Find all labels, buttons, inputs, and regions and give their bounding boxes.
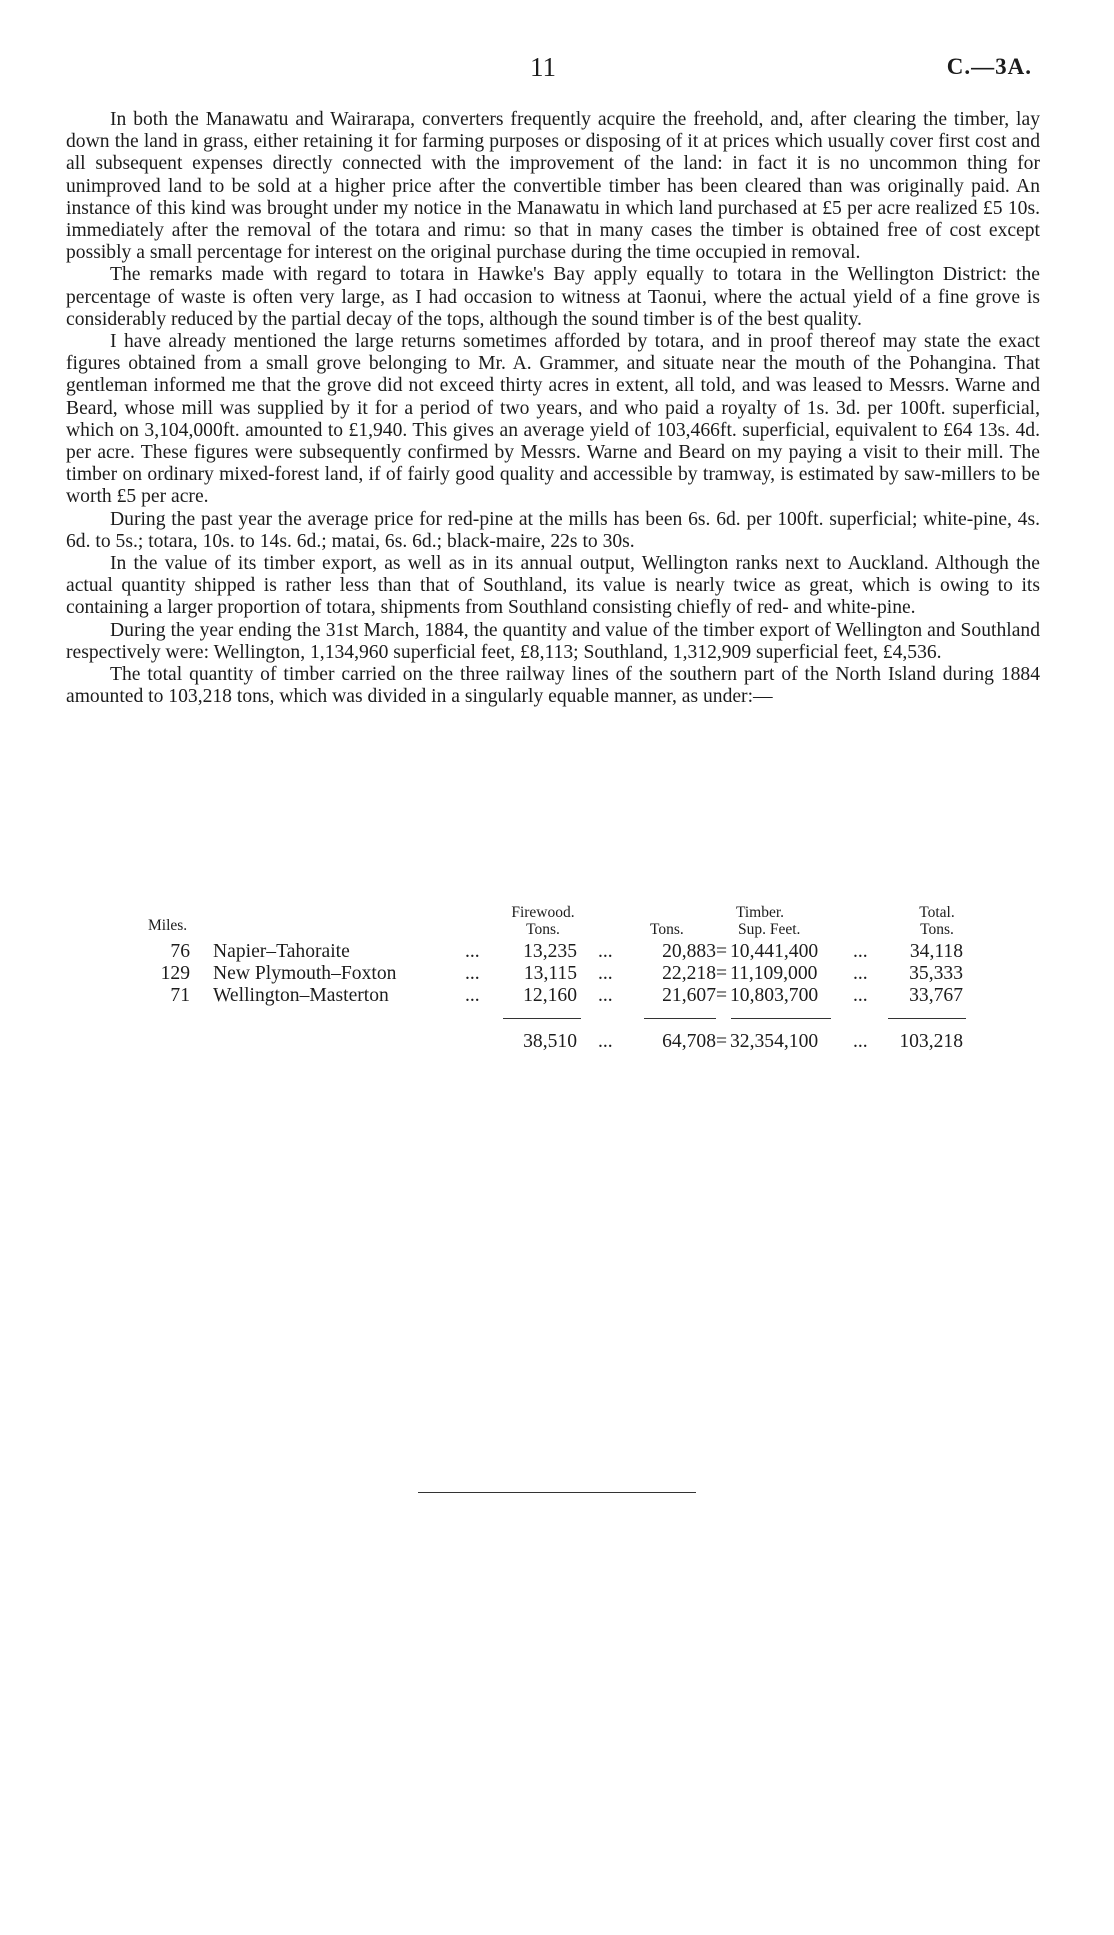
cell-timber-tons: 20,883 bbox=[662, 941, 716, 962]
cell-timber-feet: 10,441,400 bbox=[730, 941, 819, 962]
cell-firewood: 13,235 bbox=[523, 941, 577, 962]
paragraph: During the year ending the 31st March, 1884, the quantity and value of the timber export of Wellington and Southland respectively were: Wellington, 1,134,960 superficial feet, £8,113; Southland, 1,312,909 superficial feet, £4,536. bbox=[66, 619, 1040, 663]
paragraph: I have already mentioned the large returns sometimes afforded by totara, and in proof thereof may state the exact figures obtained from a small grove belonging to Mr. A. Grammer, and situate near the mouth of the Pohangina. That gentleman informed me that the grove did not exceed thirty acres in extent, all told, and was leased to Messrs. Warne and Beard, whose mill was supplied by it for a period of two years, and who paid a royalty of 1s. 3d. per 100ft. superficial, which on 3,104,000ft. amounted to £1,940. This gives an average yield of 103,466ft. superficial, equivalent to £64 13s. 4d. per acre. These figures were subsequently confirmed by Messrs. Warne and Beard on my paying a visit to their mill. The timber on ordinary mixed-forest land, if of fairly good quality and accessible by tramway, is estimated by saw-millers to be worth £5 per acre. bbox=[66, 331, 1040, 508]
cell-timber-tons: 21,607 bbox=[662, 985, 716, 1006]
cell-miles: 129 bbox=[160, 963, 190, 984]
cell-line: New Plymouth–Foxton bbox=[213, 963, 397, 984]
cell-total: 33,767 bbox=[909, 985, 963, 1006]
cell-miles: 71 bbox=[170, 985, 190, 1006]
cell-timber-tons: 22,218 bbox=[662, 963, 716, 984]
dots: ... bbox=[465, 941, 480, 962]
cell-total: 34,118 bbox=[909, 941, 963, 962]
page-header bbox=[0, 52, 1114, 92]
total-rule bbox=[888, 1018, 966, 1019]
header-firewood-tons: Tons. bbox=[526, 921, 560, 938]
paragraph: The total quantity of timber carried on the three railway lines of the southern part of the North Island during 1884 amounted to 103,218 tons, which was divided in a singularly equable manner, as under:— bbox=[66, 664, 1040, 708]
cell-miles: 76 bbox=[170, 941, 190, 962]
header-timber-feet: Sup. Feet. bbox=[738, 921, 801, 938]
dots: ... bbox=[853, 1031, 868, 1052]
total-timber-tons: 64,708 bbox=[662, 1031, 716, 1052]
total-firewood: 38,510 bbox=[523, 1031, 577, 1052]
total-overall: 103,218 bbox=[899, 1031, 963, 1052]
body-text bbox=[66, 109, 1040, 708]
header-miles: Miles. bbox=[148, 917, 188, 934]
total-rule bbox=[503, 1018, 581, 1019]
paragraph: The remarks made with regard to totara in Hawke's Bay apply equally to totara in the Wellington District: the percentage of waste is often very large, as I had occasion to witness at Taonui, where the actual yield of a fine grove is considerably reduced by the partial decay of the tops, although the sound timber is of the best quality. bbox=[66, 264, 1040, 330]
dots: ... bbox=[598, 941, 613, 962]
cell-timber-feet: 11,109,000 bbox=[730, 963, 818, 984]
equals: = bbox=[716, 963, 728, 984]
cell-timber-feet: 10,803,700 bbox=[730, 985, 819, 1006]
equals: = bbox=[716, 985, 728, 1006]
cell-line: Wellington–Masterton bbox=[213, 985, 389, 1006]
dots: ... bbox=[465, 963, 480, 984]
dots: ... bbox=[598, 985, 613, 1006]
dots: ... bbox=[465, 985, 480, 1006]
cell-line: Napier–Tahoraite bbox=[213, 941, 350, 962]
paragraph: In both the Manawatu and Wairarapa, converters frequently acquire the freehold, and, after clearing the timber, lay down the land in grass, either retaining it for farming purposes or disposing of it at prices which usually cover first cost and all subsequent expenses directly connected with the improvement of the land: in fact it is no uncommon thing for unimproved land to be sold at a higher price after the convertible timber has been cleared than was originally paid. An instance of this kind was brought under my notice in the Manawatu in which land purchased at £5 per acre realized £5 10s. immediately after the removal of the totara and rimu: so that in many cases the timber is obtained free of cost except possibly a small percentage for interest on the original purchase during the time occupied in removal. bbox=[66, 109, 1040, 264]
equals: = bbox=[716, 1031, 728, 1052]
equals: = bbox=[716, 941, 728, 962]
total-timber-feet: 32,354,100 bbox=[730, 1031, 819, 1052]
header-total: Total. bbox=[919, 904, 955, 921]
dots: ... bbox=[853, 985, 868, 1006]
total-rule bbox=[731, 1018, 831, 1019]
paragraph: During the past year the average price for red-pine at the mills has been 6s. 6d. per 100ft. superficial; white-pine, 4s. 6d. to 5s.; totara, 10s. to 14s. 6d.; matai, 6s. 6d.; black-maire, 22s to 30s. bbox=[66, 508, 1040, 552]
dots: ... bbox=[853, 941, 868, 962]
header-timber: Timber. bbox=[735, 904, 785, 921]
cell-total: 35,333 bbox=[909, 963, 963, 984]
cell-firewood: 12,160 bbox=[523, 985, 577, 1006]
dots: ... bbox=[853, 963, 868, 984]
cell-firewood: 13,115 bbox=[523, 963, 577, 984]
page-number: 11 bbox=[530, 52, 556, 82]
dots: ... bbox=[598, 963, 613, 984]
header-timber-tons: Tons. bbox=[650, 921, 684, 938]
total-rule bbox=[644, 1018, 716, 1019]
section-separator bbox=[418, 1492, 696, 1493]
document-reference: C.—3A. bbox=[946, 54, 1032, 79]
header-total-tons: Tons. bbox=[920, 921, 954, 938]
header-firewood: Firewood. bbox=[511, 904, 575, 921]
paragraph: In the value of its timber export, as well as in its annual output, Wellington ranks next to Auckland. Although the actual quantity shipped is rather less than that of Southland, its value is nearly twice as great, which is owing to its containing a larger proportion of totara, shipments from Southland consisting chiefly of red- and white-pine. bbox=[66, 553, 1040, 619]
dots: ... bbox=[598, 1031, 613, 1052]
